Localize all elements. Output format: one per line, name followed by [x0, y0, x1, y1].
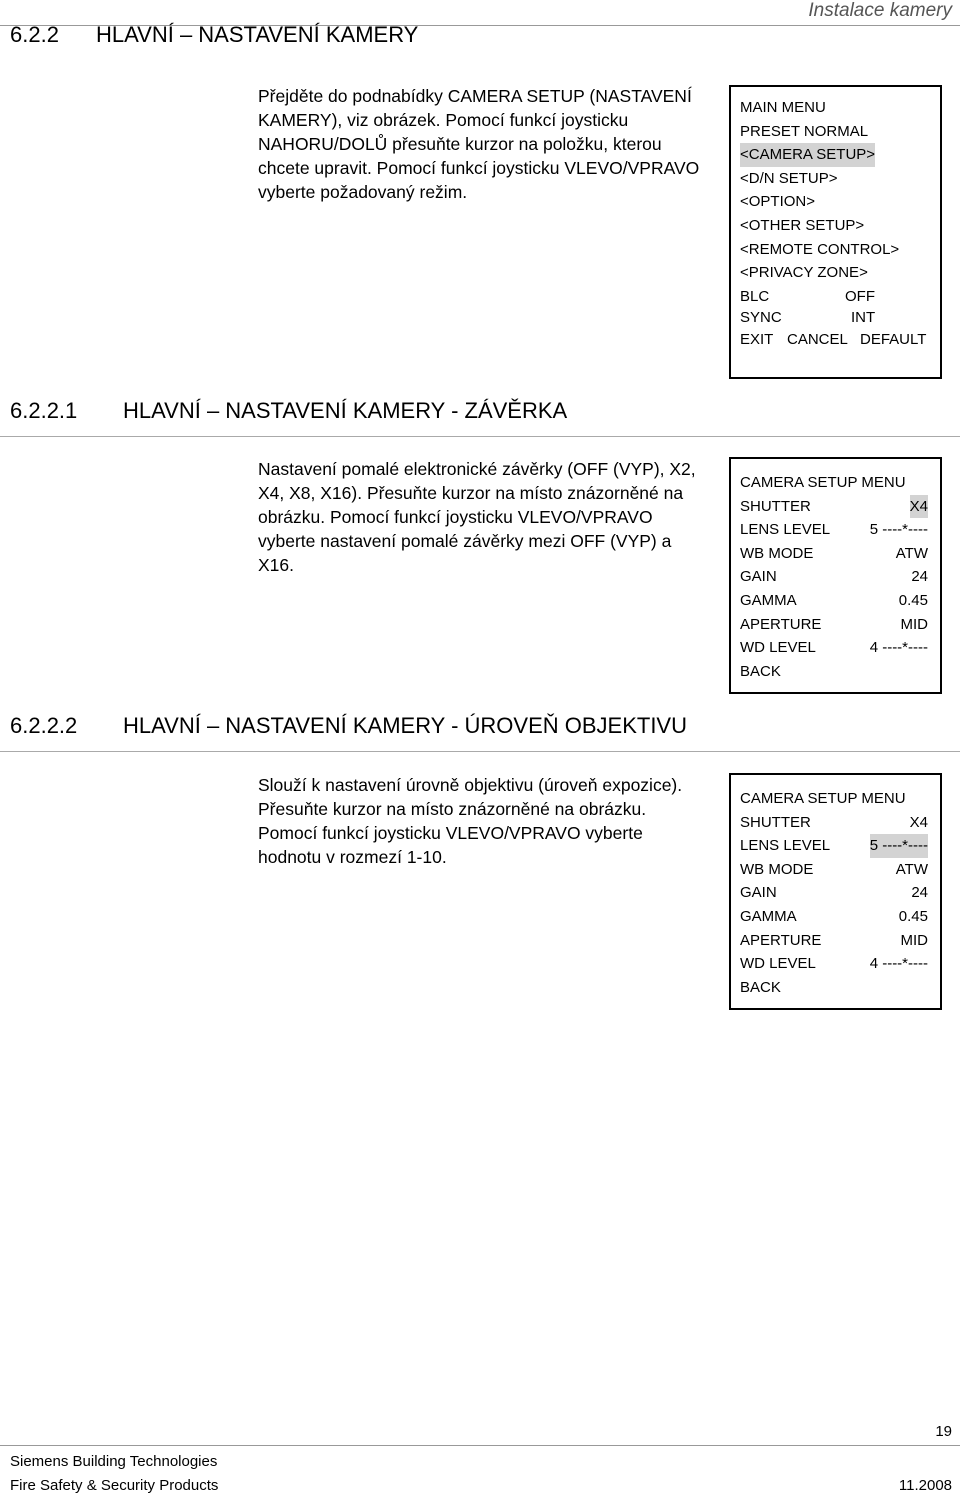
- osd-label: SYNC: [740, 309, 782, 327]
- footer-division: Fire Safety & Security Products: [10, 1477, 219, 1494]
- osd-main-menu: [729, 85, 942, 379]
- text-line: obrázku. Pomocí funkcí joysticku VLEVO/VPRAVO: [258, 507, 653, 527]
- section-rule: [0, 436, 960, 437]
- osd-title: [740, 787, 928, 811]
- section-title-shutter: [10, 398, 567, 424]
- osd-row: [740, 929, 928, 953]
- osd-label: APERTURE: [740, 615, 822, 633]
- osd-row: [740, 811, 928, 835]
- osd-label: <REMOTE CONTROL>: [740, 240, 900, 258]
- osd-row: [740, 190, 928, 214]
- osd-label: GAMMA: [740, 591, 797, 609]
- osd-label: LENS LEVEL: [740, 837, 831, 855]
- osd-exit: EXIT: [740, 331, 774, 349]
- running-header: Instalace kamery: [808, 0, 952, 21]
- osd-label: CAMERA SETUP MENU: [740, 790, 906, 807]
- osd-label: <OPTION>: [740, 193, 816, 211]
- osd-row: [740, 308, 928, 328]
- osd-value: 24: [911, 884, 928, 902]
- osd-row: [740, 589, 928, 613]
- osd-row: [740, 96, 928, 120]
- section-rule: [0, 751, 960, 752]
- osd-value: INT: [851, 309, 876, 327]
- osd-value-highlighted: 5 ----*----: [870, 834, 928, 858]
- osd-value: X4: [909, 813, 928, 831]
- osd-cancel: CANCEL: [787, 331, 848, 349]
- osd-row: [740, 238, 928, 262]
- text-line: NAHORU/DOLŮ přesuňte kurzor na položku, kterou: [258, 134, 662, 154]
- text-line: Pomocí funkcí joysticku VLEVO/VPRAVO vyberte: [258, 823, 643, 843]
- osd-label: WB MODE: [740, 860, 814, 878]
- osd-row: [740, 905, 928, 929]
- text-line: hodnotu v rozmezí 1-10.: [258, 847, 447, 867]
- osd-label: PRESET NORMAL: [740, 122, 869, 140]
- text-line: vyberte požadovaný režim.: [258, 182, 468, 202]
- osd-label: SHUTTER: [740, 813, 811, 831]
- osd-row: [740, 261, 928, 285]
- osd-label: APERTURE: [740, 931, 822, 949]
- osd-label: MAIN MENU: [740, 99, 826, 116]
- section-title-lens-level: [10, 713, 687, 739]
- osd-value: 24: [911, 568, 928, 586]
- osd-value-highlighted: X4: [910, 495, 928, 519]
- osd-label: SHUTTER: [740, 497, 811, 515]
- osd-default: DEFAULT: [860, 331, 927, 349]
- osd-label: LENS LEVEL: [740, 521, 831, 539]
- osd-label: <D/N SETUP>: [740, 169, 838, 187]
- footer-company: Siemens Building Technologies: [10, 1453, 218, 1470]
- osd-value: ATW: [895, 544, 928, 562]
- osd-label: GAIN: [740, 884, 777, 902]
- section-title-main-camera-setup: [10, 22, 418, 48]
- text-line: KAMERY), viz obrázek. Pomocí funkcí joysticku: [258, 110, 629, 130]
- osd-label: WD LEVEL: [740, 955, 816, 973]
- osd-row: [740, 858, 928, 882]
- section-number: 6.2.2.1: [10, 398, 78, 423]
- osd-label: GAMMA: [740, 907, 797, 925]
- footer-date: 11.2008: [898, 1477, 952, 1494]
- section-number: 6.2.2.2: [10, 713, 78, 738]
- osd-row: [740, 636, 928, 660]
- section2-paragraph: [258, 457, 720, 577]
- osd-title: [740, 471, 928, 495]
- osd-row: [740, 881, 928, 905]
- text-line: Přesuňte kurzor na místo znázorněné na obrázku.: [258, 799, 647, 819]
- osd-row: [740, 285, 928, 309]
- osd-row: [740, 167, 928, 191]
- section-title-text: HLAVNÍ – NASTAVENÍ KAMERY - ÚROVEŇ OBJEKTIVU: [123, 713, 687, 738]
- osd-label-highlighted: <CAMERA SETUP>: [740, 143, 875, 167]
- osd-label: BLC: [740, 287, 770, 305]
- osd-value: 0.45: [898, 591, 928, 609]
- osd-value: 4 ----*----: [869, 955, 928, 973]
- text-line: Slouží k nastavení úrovně objektivu (úroveň expozice).: [258, 775, 683, 795]
- osd-row: [740, 214, 928, 238]
- text-line: chcete upravit. Pomocí funkcí joysticku VLEVO/VPRAVO: [258, 158, 700, 178]
- osd-label: GAIN: [740, 568, 777, 586]
- section-title-text: HLAVNÍ – NASTAVENÍ KAMERY: [96, 22, 419, 47]
- osd-row-selected: [740, 834, 928, 858]
- text-line: Přejděte do podnabídky CAMERA SETUP (NASTAVENÍ: [258, 86, 692, 106]
- text-line: Nastavení pomalé elektronické závěrky (OFF (VYP), X2,: [258, 459, 696, 479]
- osd-back: BACK: [740, 662, 781, 680]
- osd-row: [740, 565, 928, 589]
- osd-label: CAMERA SETUP MENU: [740, 474, 906, 491]
- page-number: 19: [935, 1423, 952, 1440]
- text-line: X4, X8, X16). Přesuňte kurzor na místo znázorněné na: [258, 483, 684, 503]
- section-number: 6.2.2: [10, 22, 59, 47]
- osd-row: [740, 660, 928, 684]
- osd-row: [740, 952, 928, 976]
- osd-back: BACK: [740, 978, 781, 996]
- osd-label: WB MODE: [740, 544, 814, 562]
- osd-row: [740, 976, 928, 1000]
- osd-row: [740, 518, 928, 542]
- osd-label: <PRIVACY ZONE>: [740, 264, 868, 282]
- osd-value: 5 ----*----: [869, 521, 928, 539]
- osd-camera-setup-menu-shutter: [729, 457, 942, 694]
- osd-row: [740, 613, 928, 637]
- section3-paragraph: [258, 773, 720, 869]
- section-title-text: HLAVNÍ – NASTAVENÍ KAMERY - ZÁVĚRKA: [123, 398, 568, 423]
- osd-value: MID: [900, 931, 928, 949]
- osd-row: [740, 120, 928, 144]
- osd-value: ATW: [895, 860, 928, 878]
- osd-row-actions: [740, 328, 928, 352]
- text-line: X16.: [258, 555, 294, 575]
- osd-row-selected: [740, 495, 928, 519]
- osd-value: 4 ----*----: [869, 639, 928, 657]
- text-line: vyberte nastavení pomalé závěrky mezi OFF (VYP) a: [258, 531, 672, 551]
- osd-row-selected: [740, 143, 928, 167]
- osd-camera-setup-menu-lens: [729, 773, 942, 1010]
- osd-row: [740, 542, 928, 566]
- osd-label: WD LEVEL: [740, 639, 816, 657]
- osd-value: OFF: [845, 287, 875, 305]
- osd-label: <OTHER SETUP>: [740, 216, 865, 234]
- section1-paragraph: [258, 84, 720, 204]
- footer-rule: [0, 1445, 960, 1446]
- osd-value: MID: [900, 615, 928, 633]
- osd-value: 0.45: [898, 907, 928, 925]
